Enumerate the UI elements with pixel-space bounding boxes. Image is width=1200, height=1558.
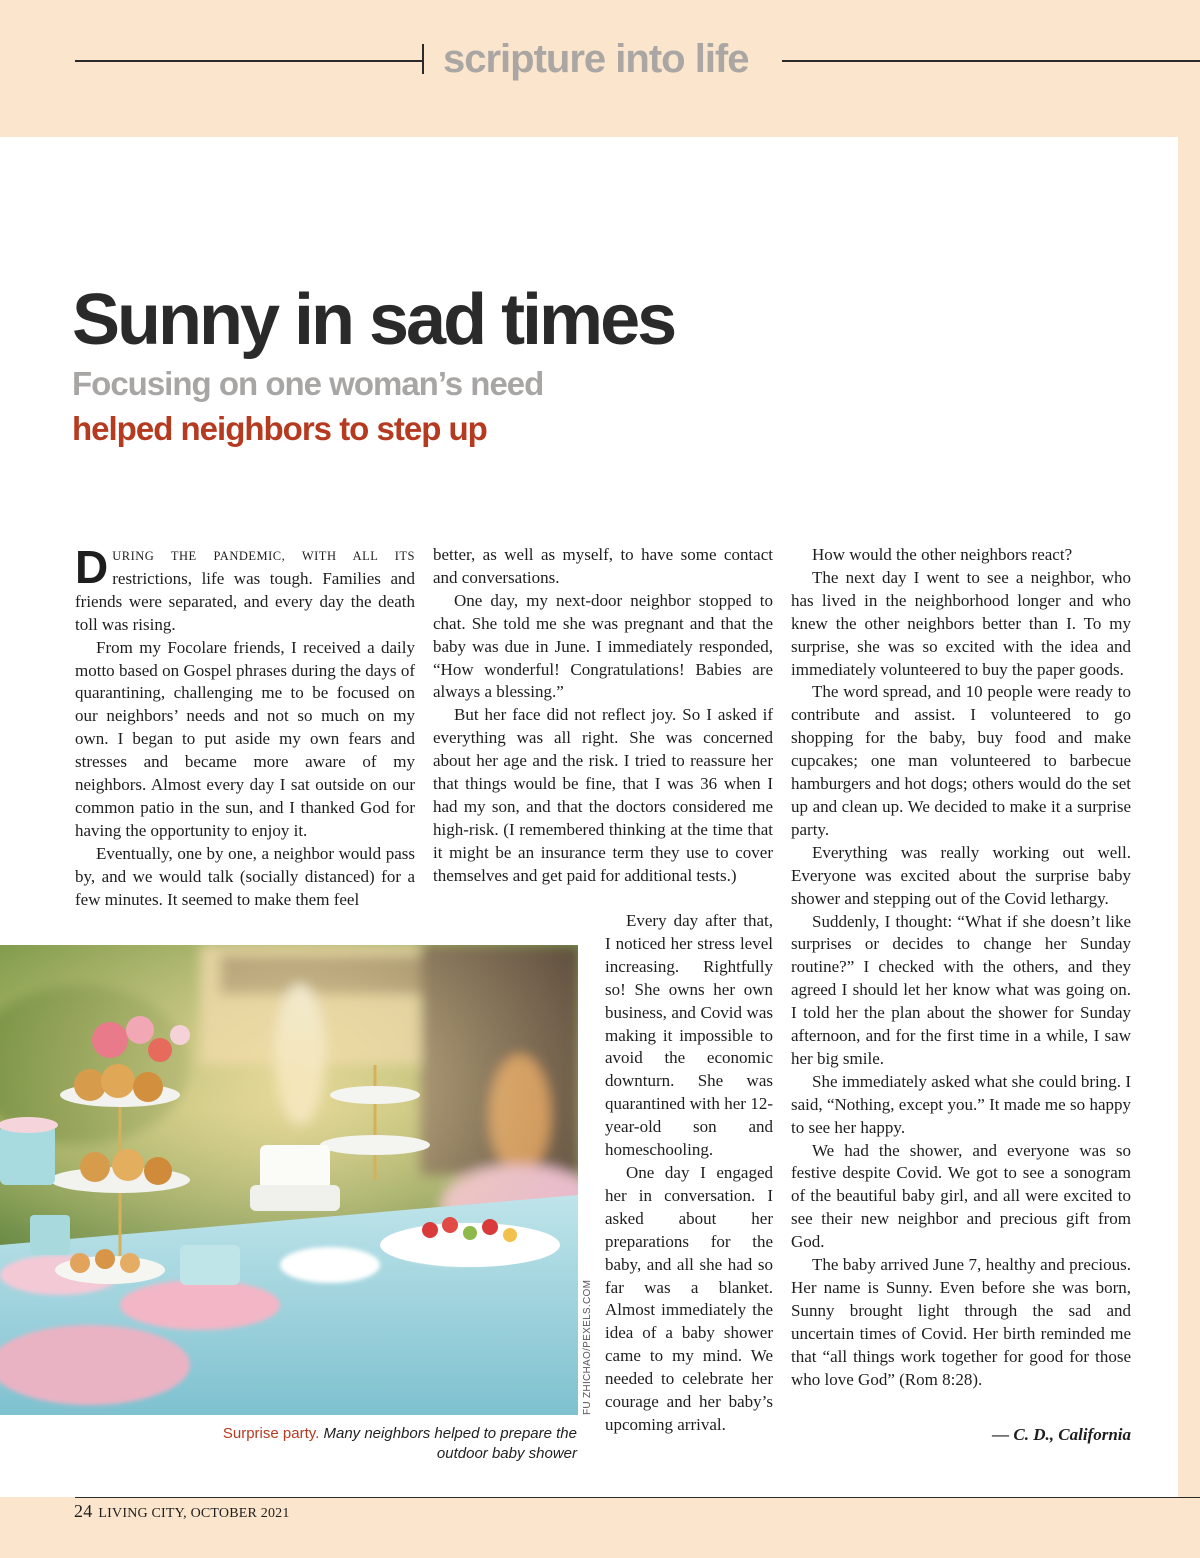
article-column-3 <box>791 544 1131 1392</box>
deck-line-1: Focusing on one woman’s need <box>72 365 544 402</box>
paragraph: One day I engaged her in conversation. I asked about her preparations for the baby, and all she had so far was a blanket. Almost immediately the idea of a baby shower came to my mind. We needed to celebrate her courage and her baby’s upcoming arrival. <box>605 1162 773 1434</box>
article-column-2 <box>433 544 773 888</box>
header-rule-right <box>782 60 1200 62</box>
paragraph: How would the other neighbors react? <box>812 545 1073 564</box>
section-title: scripture into life <box>443 37 749 81</box>
paragraph: The word spread, and 10 people were ready to contribute and assist. I volunteered to go shopping for the baby, buy food and make cupcakes; one man volunteered to barbecue hamburgers and hot dogs; others would do the set up and clean up. We decided to make it a surprise party. <box>791 682 1131 839</box>
party-photo <box>0 945 578 1415</box>
page-number: 24 <box>74 1501 93 1521</box>
paragraph: Eventually, one by one, a neighbor would pass by, and we would talk (socially distanced) for a few minutes. It seemed to make them feel <box>75 843 415 909</box>
paragraph: She immediately asked what she could bring. I said, “Nothing, except you.” It made me so happy to see her happy. <box>791 1071 1131 1137</box>
paragraph: Every day after that, I noticed her stress level increasing. Rightfully so! She owns her own business, and Covid was making it impossible to avoid the economic downturn. She was quarantined with her 12-year-old son and homeschooling. <box>605 911 773 1160</box>
drop-cap: D <box>75 541 109 593</box>
deck-line-2: helped neighbors to step up <box>72 410 487 447</box>
paragraph: Everything was really working out well. Everyone was excited about the surprise baby shower and stepping out of the Covid lethargy. <box>791 842 1131 908</box>
article-column-2-narrow <box>605 910 773 1437</box>
page-footer <box>74 1501 290 1522</box>
author-signoff: — C. D., California <box>992 1425 1131 1444</box>
caption-body: Many neighbors helped to prepare the outdoor baby shower <box>323 1425 577 1462</box>
header-rule-divider <box>422 44 424 74</box>
paragraph: The next day I went to see a neighbor, who has lived in the neighborhood longer and who knew the other neighbors better than I. To my surprise, she was so excited with the idea and immediately volunteered to buy the paper goods. <box>791 567 1131 679</box>
footer-rule <box>75 1497 1200 1498</box>
publication-line: LIVING CITY, OCTOBER 2021 <box>98 1506 290 1521</box>
party-table-illustration <box>0 945 578 1415</box>
paragraph: One day, my next-door neighbor stopped to chat. She told me she was pregnant and that the baby was due in June. I immediately responded, “How wonderful! Congratulations! Babies are always a blessing.” <box>433 590 773 702</box>
header-rule-left <box>75 60 423 62</box>
headline: Sunny in sad times <box>72 280 675 360</box>
paragraph: better, as well as myself, to have some contact and conversations. <box>433 545 773 587</box>
paragraph <box>75 541 415 637</box>
paragraph: We had the shower, and everyone was so festive despite Covid. We got to see a sonogram of the beautiful baby girl, and all were excited to see their new neighbor and precious gift from God. <box>791 1140 1131 1252</box>
article-column-1 <box>75 541 415 912</box>
paragraph: But her face did not reflect joy. So I asked if everything was all right. She was concerned about her age and the risk. I tried to reassure her that things would be fine, that I was 36 when I had my son, and that the doctors considered me high-risk. (I remembered thinking at the time that it might be an insurance term they use to cover themselves and get paid for additional tests.) <box>433 705 773 885</box>
paragraph: From my Focolare friends, I received a daily motto based on Gospel phrases during the days of quarantining, challenging me to be focused on our neighbors’ needs and not so much on my own. I began to put aside my own fears and stresses and became more aware of my neighbors. Almost every day I sat outside on our common patio in the sun, and I thanked God for having the opportunity to enjoy it. <box>75 637 415 840</box>
paragraph: The baby arrived June 7, healthy and precious. Her name is Sunny. Even before she was born, Sunny brought light through the sad and uncertain times of Covid. Her birth reminded me that “all things work together for good for those who love God” (Rom 8:28). <box>791 1255 1131 1389</box>
photo-credit: FU ZHICHAO/PEXELS.COM <box>582 1279 593 1415</box>
caption-lead: Surprise party. <box>222 1425 320 1442</box>
lead-in-smallcaps: URING THE PANDEMIC, WITH ALL ITS <box>112 549 415 563</box>
paragraph-text: restrictions, life was tough. Families and friends were separated, and every day the death toll was rising. <box>75 568 415 634</box>
paragraph: Suddenly, I thought: “What if she doesn’t like surprises or decides to change her Sunday routine?” I checked with the others, and they agreed I should let her know what was going on. I told her the plan about the shower for Sunday afternoon, and for the first time in a while, I saw her big smile. <box>791 911 1131 1068</box>
photo-caption <box>220 1424 577 1464</box>
